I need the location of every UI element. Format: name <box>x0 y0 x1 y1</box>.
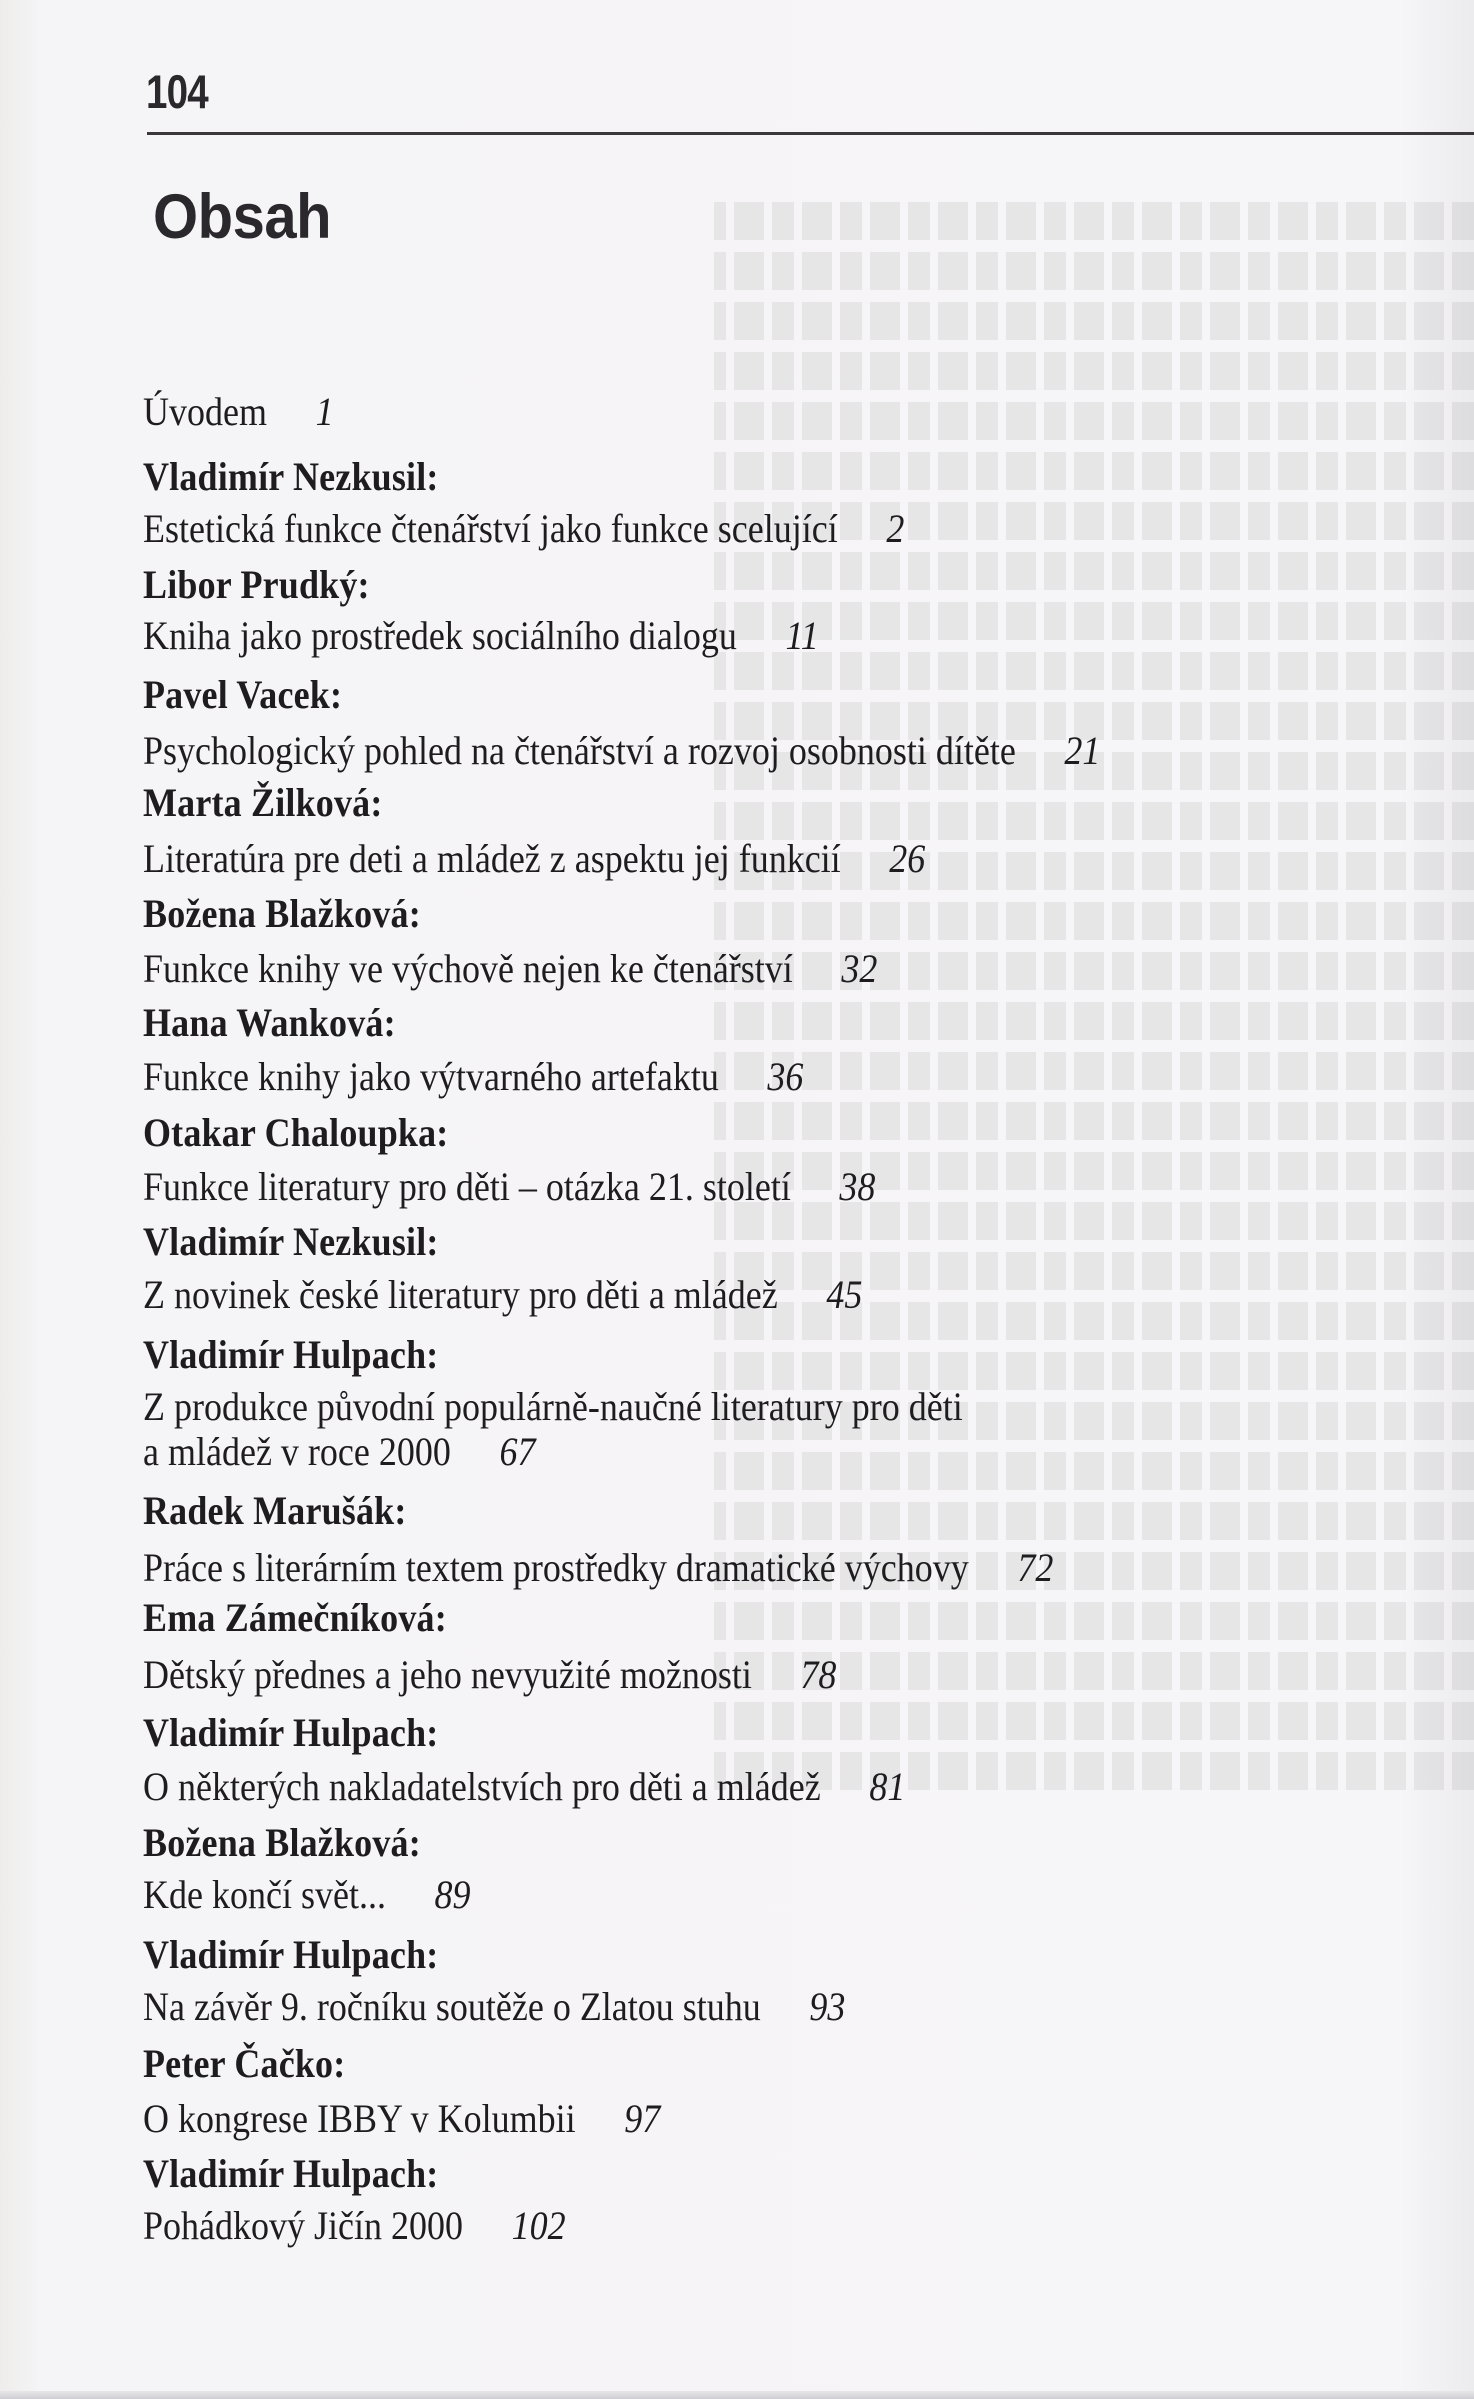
toc-author: Peter Čačko: <box>143 2041 346 2086</box>
toc-page-number: 81 <box>869 1764 906 1809</box>
page-number: 104 <box>146 65 208 118</box>
toc-author: Radek Marušák: <box>143 1488 407 1533</box>
toc-author: Marta Žilková: <box>143 780 383 825</box>
toc-page-number: 97 <box>624 2096 661 2141</box>
toc-author: Otakar Chaloupka: <box>143 1110 449 1155</box>
toc-title <box>143 728 1100 774</box>
toc-author: Hana Wanková: <box>143 1000 396 1045</box>
toc-title-text: Literatúra pre deti a mládež z aspektu jej funkcií <box>143 836 841 881</box>
toc-title-text: Dětský přednes a jeho nevyužité možnosti <box>143 1652 752 1697</box>
toc-author: Vladimír Hulpach: <box>143 2151 439 2196</box>
toc-title <box>143 1652 836 1698</box>
toc-title <box>143 836 925 882</box>
toc-title <box>143 1272 862 1318</box>
toc-title-text: Z novinek české literatury pro děti a mládež <box>143 1272 778 1317</box>
toc-page-number: 36 <box>767 1054 804 1099</box>
toc-title <box>143 1872 471 1918</box>
toc-author: Božena Blažková: <box>143 891 421 936</box>
toc-title-text: Pohádkový Jičín 2000 <box>143 2203 463 2248</box>
toc-title <box>143 1429 535 1475</box>
toc-title-text: O některých nakladatelstvích pro děti a mládež <box>143 1764 821 1809</box>
page-edge <box>0 2391 1474 2399</box>
toc-page-number: 102 <box>511 2203 566 2248</box>
toc-title-text: Úvodem <box>143 389 267 434</box>
page-title: Obsah <box>153 182 332 252</box>
toc-title-text: Funkce knihy jako výtvarného artefaktu <box>143 1054 719 1099</box>
toc-title-text: Kniha jako prostředek sociálního dialogu <box>143 613 737 658</box>
toc-title-text: Práce s literárním textem prostředky dramatické výchovy <box>143 1545 969 1590</box>
toc-title <box>143 1164 875 1210</box>
toc-title <box>143 1054 803 1100</box>
toc-title-text: Z produkce původní populárně-naučné literatury pro děti <box>143 1384 963 1429</box>
toc-page-number: 11 <box>785 613 819 658</box>
toc-page-number: 93 <box>809 1984 846 2029</box>
toc-page-number: 26 <box>889 836 926 881</box>
toc-page-number: 38 <box>839 1164 876 1209</box>
toc-page-number: 21 <box>1064 728 1101 773</box>
toc-page-number: 45 <box>826 1272 863 1317</box>
toc-author: Vladimír Hulpach: <box>143 1710 439 1755</box>
toc-title-text: O kongrese IBBY v Kolumbii <box>143 2096 576 2141</box>
toc-title <box>143 2203 566 2249</box>
toc-author: Vladimír Nezkusil: <box>143 454 439 499</box>
toc-title-text: Psychologický pohled na čtenářství a rozvoj osobnosti dítěte <box>143 728 1016 773</box>
toc-title <box>143 389 334 435</box>
toc-author: Libor Prudký: <box>143 562 370 607</box>
toc-title-text: Kde končí svět... <box>143 1872 386 1917</box>
toc-page-number: 78 <box>800 1652 837 1697</box>
toc-page-number: 89 <box>434 1872 471 1917</box>
toc-page-number: 32 <box>841 946 878 991</box>
toc-title <box>143 1384 963 1430</box>
toc-title-text: Na závěr 9. ročníku soutěže o Zlatou stuhu <box>143 1984 761 2029</box>
toc-title <box>143 1545 1053 1591</box>
toc-title <box>143 1764 905 1810</box>
toc-title-text: Funkce knihy ve výchově nejen ke čtenářství <box>143 946 793 991</box>
toc-author: Vladimír Hulpach: <box>143 1332 439 1377</box>
toc-title <box>143 506 904 552</box>
toc-title <box>143 1984 845 2030</box>
toc-title <box>143 2096 660 2142</box>
toc-title <box>143 946 877 992</box>
toc-title-text: Funkce literatury pro děti – otázka 21. století <box>143 1164 791 1209</box>
toc-title-text: a mládež v roce 2000 <box>143 1429 451 1474</box>
toc-title <box>143 613 819 659</box>
toc-page-number: 1 <box>315 389 334 434</box>
toc-author: Vladimír Hulpach: <box>143 1932 439 1977</box>
toc-page-number: 72 <box>1017 1545 1054 1590</box>
toc-page-number: 2 <box>886 506 905 551</box>
toc-author: Božena Blažková: <box>143 1820 421 1865</box>
toc-author: Vladimír Nezkusil: <box>143 1219 439 1264</box>
toc-author: Ema Zámečníková: <box>143 1595 447 1640</box>
toc-page-number: 67 <box>499 1429 536 1474</box>
toc-author: Pavel Vacek: <box>143 672 343 717</box>
toc-title-text: Estetická funkce čtenářství jako funkce scelující <box>143 506 838 551</box>
